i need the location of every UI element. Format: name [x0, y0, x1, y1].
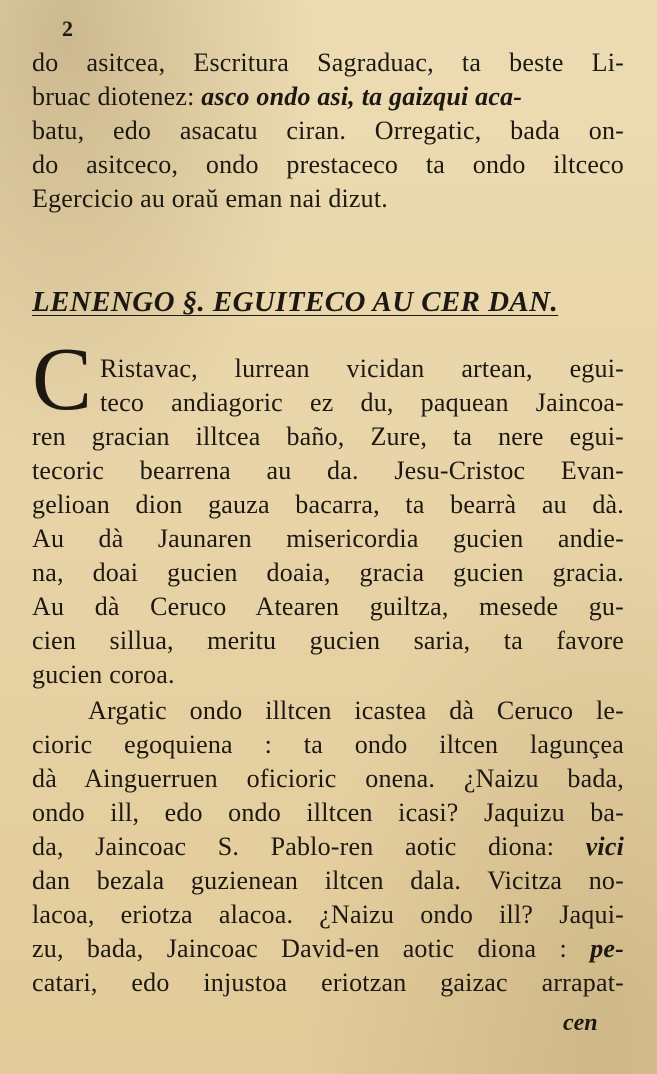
- text-line: dan bezala guzienean iltcen dala. Vicitza no-: [32, 866, 624, 895]
- italic-span: asco ondo asi, ta gaizqui aca-: [201, 82, 523, 111]
- text-line: Argatic ondo illtcen icastea dà Ceruco le-: [88, 696, 624, 725]
- text-line: tecoric bearrena au da. Jesu-Cristoc Evan-: [32, 456, 624, 485]
- text-span: da, Jaincoac S. Pablo-ren aotic diona:: [32, 832, 586, 861]
- page-number: 2: [62, 16, 73, 41]
- text-line: ondo ill, edo ondo illtcen icasi? Jaquizu ba-: [32, 798, 624, 827]
- text-line: Ristavac, lurrean vicidan artean, egui-: [100, 354, 624, 383]
- italic-span: pe-: [590, 934, 624, 963]
- text-line: [32, 830, 624, 863]
- text-line: do asitcea, Escritura Sagraduac, ta beste Li-: [32, 48, 624, 77]
- text-line: batu, edo asacatu ciran. Orregatic, bada on-: [32, 116, 624, 145]
- text-line: cioric egoquiena : ta ondo iltcen lagunçea: [32, 730, 624, 759]
- text-line: dà Ainguerruen oficioric onena. ¿Naizu bada,: [32, 764, 624, 793]
- drop-cap: C: [32, 330, 93, 429]
- text-line: Au dà Jaunaren misericordia gucien andie-: [32, 524, 624, 553]
- text-line: gelioan dion gauza bacarra, ta bearrà au dà.: [32, 490, 624, 519]
- text-line: lacoa, eriotza alacoa. ¿Naizu ondo ill? Jaqui-: [32, 900, 624, 929]
- text-line: na, doai gucien doaia, gracia gucien gracia.: [32, 558, 624, 587]
- text-line: do asitceco, ondo prestaceco ta ondo iltceco: [32, 150, 624, 179]
- text-line: [32, 80, 624, 113]
- text-line: teco andiagoric ez du, paquean Jaincoa-: [100, 388, 624, 417]
- text-line: Au dà Ceruco Atearen guiltza, mesede gu-: [32, 592, 624, 621]
- text-line: Egercicio au oraŭ eman nai dizut.: [32, 184, 389, 213]
- text-line: cien sillua, meritu gucien saria, ta favore: [32, 626, 624, 655]
- italic-span: vici: [585, 832, 624, 861]
- text-line: ren gracian illtcea baño, Zure, ta nere egui-: [32, 422, 624, 451]
- text-span: zu, bada, Jaincoac David-en aotic diona :: [32, 934, 591, 963]
- catchword: cen: [563, 1010, 598, 1036]
- section-heading: LENENGO §. EGUITECO AU CER DAN.: [32, 286, 559, 318]
- text-line: gucien coroa.: [32, 660, 175, 689]
- text-line: catari, edo injustoa eriotzan gaizac arrapat-: [32, 968, 624, 997]
- text-span: bruac diotenez:: [32, 82, 202, 111]
- text-line: [32, 932, 624, 965]
